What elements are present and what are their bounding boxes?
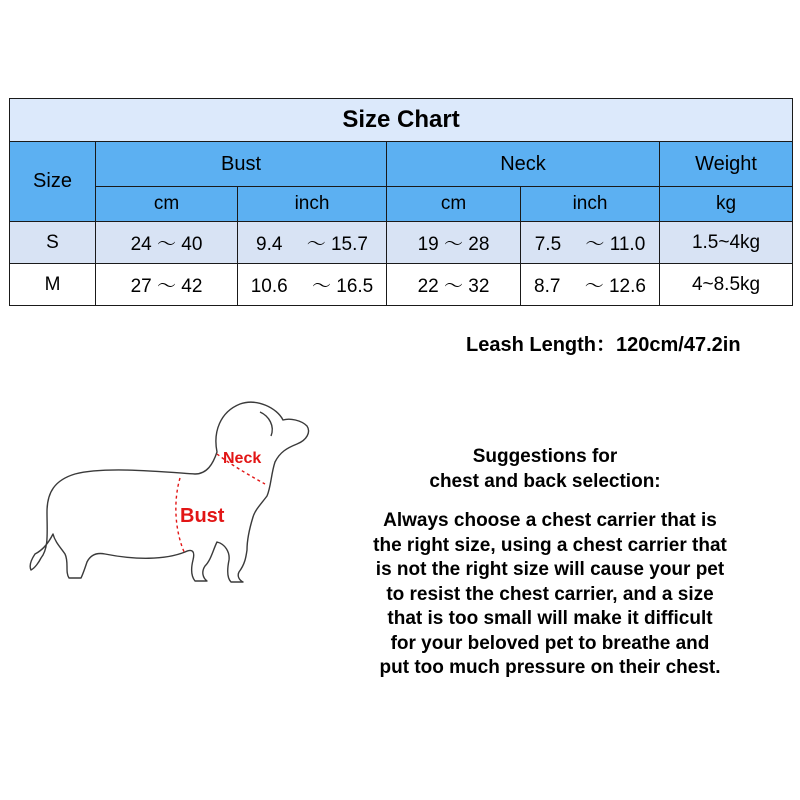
- table-row: [10, 222, 793, 264]
- neck-cm-cell: 19 ～ 28: [387, 222, 521, 264]
- neck-inch-unit: inch: [521, 187, 660, 222]
- dog-ear-icon: [260, 412, 272, 436]
- weight-cell: 4~8.5kg: [660, 264, 793, 306]
- bust-inch-cell: 10.6 ～ 16.5: [238, 264, 387, 306]
- dog-outline-icon: [30, 402, 308, 582]
- suggestions-line: to resist the chest carrier, and a size: [386, 583, 714, 605]
- suggestions-title-line: Suggestions for: [472, 446, 618, 467]
- suggestions-body: [330, 509, 770, 681]
- size-cell: M: [10, 264, 96, 306]
- bust-cm-unit: cm: [96, 187, 238, 222]
- bust-cm-cell: 24 ～ 40: [96, 222, 238, 264]
- suggestions-title: [345, 444, 745, 494]
- neck-cm-unit: cm: [387, 187, 521, 222]
- neck-cm-cell: 22 ～ 32: [387, 264, 521, 306]
- suggestions-line: the right size, using a chest carrier that: [373, 534, 727, 556]
- suggestions-line: put too much pressure on their chest.: [379, 657, 721, 678]
- weight-header: Weight: [660, 142, 793, 187]
- bust-header: Bust: [96, 142, 387, 187]
- bust-inch-unit: inch: [238, 187, 387, 222]
- neck-header: Neck: [387, 142, 660, 187]
- size-chart-table: [9, 98, 793, 306]
- neck-inch-cell: 8.7 ～ 12.6: [521, 264, 660, 306]
- neck-label: Neck: [223, 450, 262, 467]
- weight-unit: kg: [660, 187, 793, 222]
- dog-outline-illustration: [25, 392, 325, 597]
- leash-length-text: Leash Length：120cm/47.2in: [466, 334, 741, 356]
- neck-inch-cell: 7.5 ～ 11.0: [521, 222, 660, 264]
- bust-cm-cell: 27 ～ 42: [96, 264, 238, 306]
- bust-inch-cell: 9.4 ～ 15.7: [238, 222, 387, 264]
- weight-cell: 1.5~4kg: [660, 222, 793, 264]
- size-cell: S: [10, 222, 96, 264]
- size-chart-title: Size Chart: [10, 99, 793, 142]
- suggestions-line: Always choose a chest carrier that is: [383, 510, 717, 531]
- size-header: Size: [10, 142, 96, 222]
- suggestions-line: that is too small will make it difficult: [387, 608, 713, 629]
- suggestions-line: for your beloved pet to breathe and: [390, 632, 710, 654]
- suggestions-title-line: chest and back selection:: [429, 471, 661, 492]
- suggestions-line: is not the right size will cause your pet: [375, 559, 725, 580]
- table-row: [10, 264, 793, 306]
- bust-label: Bust: [180, 505, 225, 527]
